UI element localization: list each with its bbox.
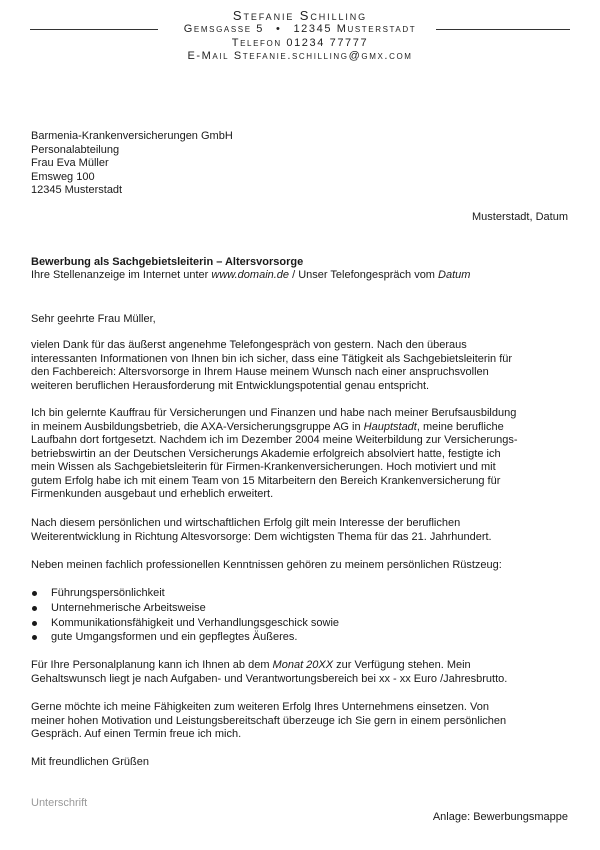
paragraph-5-line [31,659,571,673]
date-line: Musterstadt, Datum [472,211,568,223]
closing: Mit freundlichen Grüßen [31,756,149,768]
salutation: Sehr geehrte Frau Müller, [31,313,156,325]
paragraph-2-line: gutem Erfolg habe ich mit einem Team von 15 Mitarbeitern den Bereich Krankenversicherung für [31,474,501,487]
paragraph-1-line: weiteren beruflichen Herausforderung mit Entwicklungspotential genau entspricht. [31,379,430,392]
paragraph-1-line: den Fachbereich: Altersvorsorge in Ihrem Hause meinem Wunsch nach einer anspruchsvollen [31,366,489,378]
paragraph-2-line: mein Wissen als Sachgebietsleiterin für Firmen-Krankenversicherungen. Hoch motiviert und mit [31,461,496,473]
recipient-city: 12345 Musterstadt [31,184,123,196]
paragraph-2-line: Laufbahn dort fortgesetzt. Nachdem ich im Dezember 2004 meine Weiterbildung zur Versicherungs- [31,434,518,446]
paragraph-1 [31,339,571,393]
paragraph-2-text: in meinem Ausbildungsbetrieb, die AXA-Versicherungsgruppe AG in [31,420,364,433]
list-item: Kommunikationsfähigkeit und Verhandlungsgeschick sowie [31,616,339,631]
skills-list [31,586,339,645]
recipient-person: Frau Eva Müller [31,157,109,169]
paragraph-5-text: zur Verfügung stehen. Mein [333,659,471,671]
paragraph-1-line: interessanten Informationen von Ihnen bin ich sicher, dass eine Tätigkeit als Sachgebietsleiterin für [31,352,513,365]
reference-middle: / Unser Telefongespräch vom [289,269,439,281]
paragraph-5-line: Gehaltswunsch liegt je nach Aufgaben- und Verantwortungsbereich bei xx - xx Euro /Jahresbrutto. [31,672,508,685]
list-item: gute Umgangsformen und ein gepflegtes Äußeres. [31,630,339,645]
sender-street: Gemsgasse 5 [183,23,265,35]
paragraph-3 [31,517,571,544]
paragraph-2-line [31,421,571,435]
list-item: Führungspersönlichkeit [31,586,339,601]
reference-date: Datum [438,269,471,281]
list-item: Unternehmerische Arbeitsweise [31,601,339,616]
sender-city: 12345 Musterstadt [293,23,417,35]
recipient-company: Barmenia-Krankenversicherungen GmbH [31,130,233,142]
recipient-department: Personalabteilung [31,143,120,156]
paragraph-2-line: Firmenkunden ausgebaut und erheblich erweitert. [31,488,274,500]
recipient-address [31,130,571,198]
paragraph-6 [31,701,571,742]
paragraph-5-month: Monat 20XX [272,659,334,671]
paragraph-1-line: vielen Dank für das äußerst angenehme Telefongespräch von gestern. Nach den überaus [31,339,467,351]
paragraph-2-text: , meine berufliche [416,420,504,433]
paragraph-6-line: meiner hohen Motivation und Leistungsbereitschaft überzeuge ich Sie gern in einem persönlichen [31,714,507,727]
subject-line: Bewerbung als Sachgebietsleiterin – Altersvorsorge [31,256,304,268]
sender-phone: Telefon 01234 77777 [231,37,369,49]
reference-before: Ihre Stellenanzeige im Internet unter [31,269,212,281]
paragraph-6-line: Gespräch. Auf einen Termin freue ich mich. [31,728,242,740]
recipient-street: Emsweg 100 [31,170,95,183]
paragraph-2-line: betriebswirtin an der Deutschen Versicherungs Akademie erfolgreich absolviert hatte, festigte ich [31,447,501,460]
address-separator: • [276,23,282,35]
sender-email: E-Mail Stefanie.schilling@gmx.com [187,50,413,62]
paragraph-4: Neben meinen fachlich professionellen Kenntnissen gehören zu meinem persönlichen Rüstzeug: [31,559,502,571]
paragraph-5 [31,659,571,686]
reference-line [31,269,571,283]
paragraph-6-line: Gerne möchte ich meine Fähigkeiten zum weiteren Erfolg Ihres Unternehmens einsetzen. Von [31,701,489,713]
reference-domain: www.domain.de [211,269,290,281]
sender-name: Stefanie Schilling [232,8,368,23]
signature-placeholder: Unterschrift [31,797,88,809]
enclosure-note: Anlage: Bewerbungsmappe [432,811,568,823]
paragraph-2-line: Ich bin gelernte Kauffrau für Versicherungen und Finanzen und habe nach meiner Berufsausbildung [31,407,517,419]
paragraph-3-line: Weiterentwicklung in Richtung Altesvorsorge: Dem wichtigsten Thema für das 21. Jahrhundert. [31,530,492,543]
paragraph-2-city: Hauptstadt [363,420,417,433]
paragraph-2 [31,407,571,502]
paragraph-3-line: Nach diesem persönlichen und wirtschaftlichen Erfolg gilt mein Interesse der beruflichen [31,517,461,529]
sender-address [0,23,600,35]
paragraph-5-text: Für Ihre Personalplanung kann ich Ihnen ab dem [31,659,273,671]
